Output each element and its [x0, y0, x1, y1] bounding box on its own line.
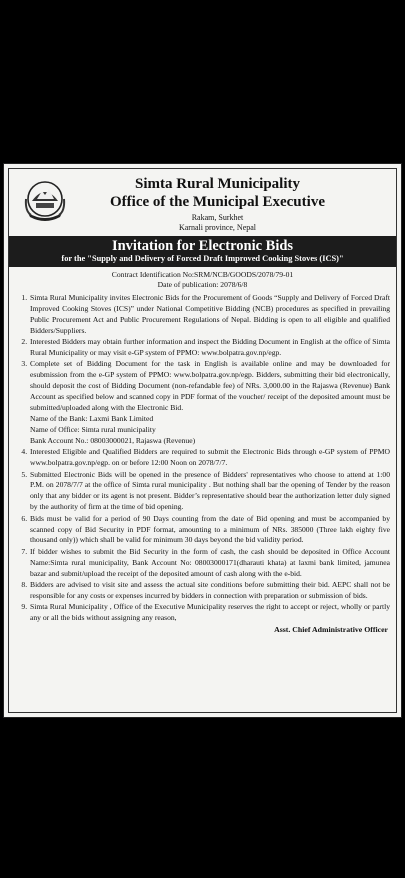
contract-info	[9, 270, 396, 290]
item-text: Interested Bidders may obtain further information and inspect the Bidding Document in English at the office of Simta Rural Municipality or may visit e-GP system of PPMO: www.bolpatra.gov.np/egp.	[30, 337, 390, 358]
list-item	[29, 602, 390, 624]
list-item	[29, 447, 390, 469]
list-item	[29, 293, 390, 337]
notice-paper	[3, 163, 402, 718]
bank-name: Name of the Bank: Laxmi Bank Limited	[30, 413, 154, 423]
bank-account-number: Bank Account No.: 08003000021, Rajaswa (Revenue)	[30, 435, 196, 445]
address-line: Rakam, Surkhet	[191, 213, 244, 222]
list-item	[29, 359, 390, 446]
office-name: Name of Office: Simta rural municipality	[30, 424, 156, 434]
item-text: Simta Rural Municipality invites Electronic Bids for the Procurement of Goods “Supply and Delivery of Forced Draft Improved Cooking Stoves (ICS)” under National Competitive Bidding (NCB) procedures as specified in prevailing Public Procurement Act and Public Procurement Regulations of Nepal. Bidding is open to all eligible and qualified Bidders/Suppliers.	[30, 293, 390, 335]
list-item	[29, 547, 390, 580]
list-item	[29, 514, 390, 547]
province-line: Karnali province, Nepal	[178, 223, 257, 232]
banner-subtitle: for the "Supply and Delivery of Forced Draft Improved Cooking Stoves (ICS)"	[61, 254, 344, 263]
publication-date: Date of publication: 2078/6/8	[157, 280, 248, 289]
list-item	[29, 470, 390, 514]
notice-header	[9, 169, 396, 235]
item-text: Simta Rural Municipality , Office of the Executive Municipality reserves the right to accept or reject, wholly or partly any or all the bids without assigning any reason,	[30, 602, 390, 623]
item-text: If bidder wishes to submit the Bid Security in the form of cash, the cash should be deposited in Office Account Name:Simta rural municipality, Bank Account No: 08003000171(dharauti khata) at laxmi bank limited, jamunea bazar and submit/upload the receipt of the deposited amount of cash along with the e-bid.	[30, 546, 390, 578]
municipality-title: Simta Rural Municipality	[134, 176, 300, 192]
signature-line: Asst. Chief Administrative Officer	[274, 625, 388, 635]
item-text: Complete set of Bidding Document for the task in English is available online and may be downloaded for esubmission from the e-GP system of PPMO: www.bolpatra.gov.np/egp. Bidders, submitting their bid electronically, should deposit the cost of Bidding Document (non-refandable fee) of NRs. 3,000.00 in the Rajaswa (Revenue) Bank Account as specified below and scanned copy in PDF format of the voucher/ receipt of the deposited amount must be submitted/uploaded along with the Electronic Bid.	[30, 359, 390, 413]
list-item	[29, 337, 390, 359]
item-text: Bidders are advised to visit site and assess the actual site conditions before submitting their bid. AEPC shall not be responsible for any costs or expenses incurred by bidders in connection with preparation or submission of bids.	[30, 580, 390, 600]
banner-title: Invitation for Electronic Bids	[111, 238, 294, 254]
contract-identification: Contract Identification No:SRM/NCB/GOODS/2078/79-01	[111, 270, 294, 279]
office-title: Office of the Municipal Executive	[110, 194, 325, 210]
item-text: Submitted Electronic Bids will be opened in the presence of Bidders' representatives who choose to attend at 1:00 P.M. on 2078/7/7 at the office of Simta rural municipality . But nothing shall bar the opening of Tender by the reason only that any bidder or its agent is not present. Bidder’s representative should bear the authorization letter duly signed by the authority of firm at the time of bid opening.	[30, 469, 390, 512]
list-item	[29, 580, 390, 602]
notice-frame	[8, 168, 397, 713]
notice-items-list	[9, 293, 396, 624]
invitation-banner	[9, 236, 396, 267]
item-text: Interested Eligible and Qualified Bidders are required to submit the Electronic Bids through e-GP system of PPMO www.bolpatra.gov.np/egp. on or before 12:00 Noon on 2078/7/7.	[30, 447, 390, 468]
item-text: Bids must be valid for a period of 90 Days counting from the date of Bid opening and must be accompanied by scanned copy of Bid Security in PDF format, amounting to a minimum of NRs. 385000 (Three lakh eighty five thousand only)) which shall be valid for minimum 30 days beyond the bid validity period.	[30, 513, 390, 545]
